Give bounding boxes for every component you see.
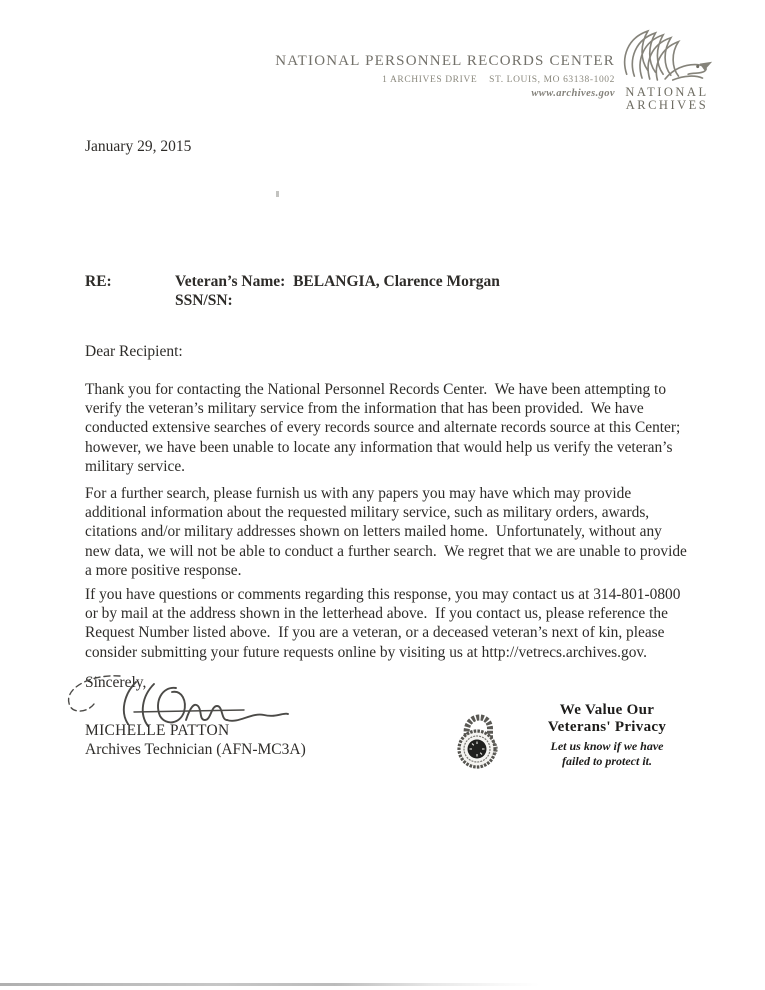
ssn-line: SSN/SN: [175, 292, 233, 309]
scan-artifact-line [0, 983, 540, 986]
reference-block [85, 272, 500, 310]
body-paragraph-3: If you have questions or comments regarding this response, you may contact us at 314-801-0800 or by mail at the address shown in the letterhead above. If you contact us, please reference the Request Number listed above. If you are a veteran, or a deceased veteran’s next of kin, please consider submitting your future requests online by visiting us at http://vetrecs.archives.gov. [85, 586, 685, 661]
letterhead [275, 53, 615, 99]
national-archives-logo [617, 26, 717, 112]
national-archives-eagle-icon [619, 26, 715, 86]
reference-label: RE: [85, 273, 112, 290]
logo-text-line2: ARCHIVES [625, 98, 709, 112]
salutation: Dear Recipient: [85, 343, 183, 360]
signer-name: MICHELLE PATTON [85, 722, 230, 739]
privacy-line2: Veterans' Privacy [547, 719, 667, 735]
letter-date: January 29, 2015 [85, 138, 192, 155]
privacy-line4: failed to protect it. [562, 753, 652, 768]
body-paragraph-2: For a further search, please furnish us with any papers you may have which may provide additional information about the requested military service, such as military orders, awards, citations and/or military addresses shown on letters mailed home. Unfortunately, without any new data, we will not be able to conduct a further search. We regret that we are unable to provide a more positive response. [85, 485, 691, 579]
privacy-line3: Let us know if we have [550, 739, 664, 753]
scan-speck [276, 191, 279, 197]
signer-title: Archives Technician (AFN-MC3A) [85, 741, 306, 758]
veteran-name-line: Veteran’s Name: BELANGIA, Clarence Morgan [175, 273, 500, 290]
privacy-line1: We Value Our [559, 702, 655, 718]
body-paragraph-1: Thank you for contacting the National Personnel Records Center. We have been attempting to verify the veteran’s military service from the information that has been provided. We have conducted extensive searches of every records source and alternate records source at this Center; however, we have been unable to locate any information that would help us verify the veteran’s military service. [85, 381, 685, 475]
privacy-seal [452, 702, 707, 772]
logo-text-line1: NATIONAL [625, 85, 709, 99]
closing-sincerely: Sincerely, [85, 674, 147, 691]
padlock-icon [452, 702, 506, 772]
org-name: NATIONAL PERSONNEL RECORDS CENTER [275, 53, 615, 69]
org-address: 1 ARCHIVES DRIVE ST. LOUIS, MO 63138-1002 [382, 75, 615, 85]
org-website: www.archives.gov [531, 88, 615, 99]
